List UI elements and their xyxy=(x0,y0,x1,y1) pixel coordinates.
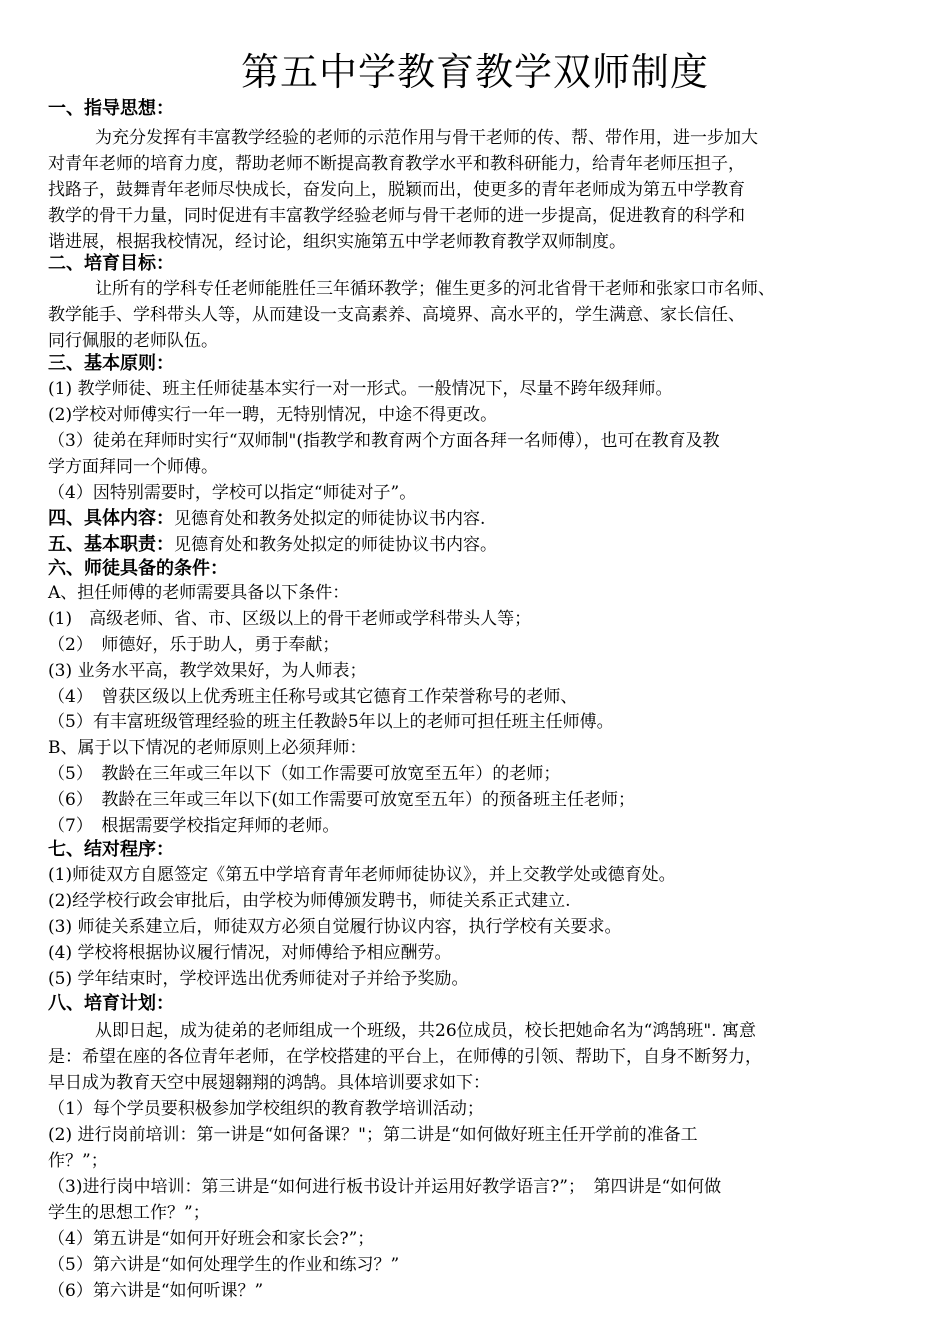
paragraph-line: 对青年老师的培育力度，帮助老师不断提高教育教学水平和教科研能力，给青年老师压担子， xyxy=(48,154,745,174)
section-heading-training-plan: 八、培育计划： xyxy=(48,993,174,1014)
list-item: （3）徒弟在拜师时实行“双师制"(指教学和教育两个方面各拜一名师傅），也可在教育及教 xyxy=(48,431,720,451)
list-item: 学生的思想工作？”； xyxy=(48,1203,210,1223)
section-basic-duties xyxy=(48,534,497,556)
page-title: 第五中学教育教学双师制度 xyxy=(240,50,709,94)
list-item: （4）第五讲是“如何开好班会和家长会?”； xyxy=(48,1229,375,1249)
paragraph-line: 早日成为教育天空中展翅翱翔的鸿鹄。具体培训要求如下： xyxy=(48,1073,490,1093)
paragraph-line: 谐进展，根据我校情况，经讨论，组织实施第五中学老师教育教学双师制度。 xyxy=(48,232,626,252)
subsection-heading: A、担任师傅的老师需要具备以下条件： xyxy=(48,583,350,603)
list-item: (3) 业务水平高，教学效果好，为人师表； xyxy=(48,661,367,681)
list-item: (1) 高级老师、省、市、区级以上的骨干老师或学科带头人等； xyxy=(48,609,532,629)
list-item: （6） 教龄在三年或三年以下(如工作需要可放宽至五年）的预备班主任老师； xyxy=(48,790,635,810)
list-item: （6）第六讲是“如何听课？” xyxy=(48,1281,264,1301)
paragraph-line: 教学能手、学科带头人等，从而建设一支高素养、高境界、高水平的，学生满意、家长信任、 xyxy=(48,305,745,325)
section-heading-conditions: 六、师徒具备的条件： xyxy=(48,558,228,579)
section-heading-pairing-procedure: 七、结对程序： xyxy=(48,839,174,860)
list-item: （1）每个学员要积极参加学校组织的教育教学培训活动； xyxy=(48,1099,484,1119)
section-heading-basic-principles: 三、基本原则： xyxy=(48,353,174,374)
list-item: (1) 教学师徒、班主任师徒基本实行一对一形式。一般情况下，尽量不跨年级拜师。 xyxy=(48,379,673,399)
paragraph-line: 教学的骨干力量，同时促进有丰富教学经验老师与骨干老师的进一步提高，促进教育的科学和 xyxy=(48,206,745,226)
list-item: (4) 学校将根据协议履行情况，对师傅给予相应酬劳。 xyxy=(48,943,452,963)
paragraph-line: 同行佩服的老师队伍。 xyxy=(48,331,218,351)
section-text: 见德育处和教务处拟定的师徒协议书内容. xyxy=(174,509,486,529)
list-item: （5） 教龄在三年或三年以下（如工作需要可放宽至五年）的老师； xyxy=(48,764,561,784)
list-item: （5）第六讲是“如何处理学生的作业和练习？” xyxy=(48,1255,400,1275)
subsection-heading: B、属于以下情况的老师原则上必须拜师： xyxy=(48,738,367,758)
section-specific-content xyxy=(48,508,485,530)
list-item: （4）因特别需要时，学校可以指定“师徒对子”。 xyxy=(48,483,417,503)
list-item: 作？”； xyxy=(48,1151,108,1171)
paragraph-line: 让所有的学科专任老师能胜任三年循环教学；催生更多的河北省骨干老师和张家口市名师、 xyxy=(95,279,775,299)
list-item: （4） 曾获区级以上优秀班主任称号或其它德育工作荣誉称号的老师、 xyxy=(48,687,578,707)
list-item: (1)师徒双方自愿签定《第五中学培育青年老师师徒协议》，并上交教学处或德育处。 xyxy=(48,865,676,885)
list-item: 学方面拜同一个师傅。 xyxy=(48,457,218,477)
section-heading-basic-duties: 五、基本职责： xyxy=(48,534,174,555)
paragraph-line: 找路子，鼓舞青年老师尽快成长，奋发向上，脱颖而出，使更多的青年老师成为第五中学教育 xyxy=(48,180,745,200)
list-item: （3)进行岗中培训：第三讲是“如何进行板书设计并运用好教学语言?”； 第四讲是“如何做 xyxy=(48,1177,722,1197)
section-heading-training-goals: 二、培育目标： xyxy=(48,253,174,274)
paragraph-line: 是：希望在座的各位青年老师，在学校搭建的平台上，在师傅的引领、帮助下，自身不断努力， xyxy=(48,1047,762,1067)
list-item: （7） 根据需要学校指定拜师的老师。 xyxy=(48,816,340,836)
paragraph-line: 从即日起，成为徒弟的老师组成一个班级，共26位成员，校长把她命名为“鸿鹄班". 寓意 xyxy=(95,1021,756,1041)
list-item: (3) 师徒关系建立后，师徒双方必须自觉履行协议内容，执行学校有关要求。 xyxy=(48,917,622,937)
list-item: (2)学校对师傅实行一年一聘，无特别情况，中途不得更改。 xyxy=(48,405,498,425)
list-item: (2)经学校行政会审批后，由学校为师傅颁发聘书，师徒关系正式建立. xyxy=(48,891,571,911)
section-text: 见德育处和教务处拟定的师徒协议书内容。 xyxy=(174,535,497,555)
list-item: （5）有丰富班级管理经验的班主任教龄5年以上的老师可担任班主任师傅。 xyxy=(48,712,614,732)
list-item: (2) 进行岗前培训：第一讲是“如何备课？"；第二讲是“如何做好班主任开学前的准备工 xyxy=(48,1125,698,1145)
section-heading-guiding-ideology: 一、指导思想： xyxy=(48,98,174,119)
list-item: （2） 师德好，乐于助人，勇于奉献； xyxy=(48,635,340,655)
section-heading-specific-content: 四、具体内容： xyxy=(48,508,174,529)
list-item: (5) 学年结束时，学校评选出优秀师徒对子并给予奖励。 xyxy=(48,969,469,989)
paragraph-line: 为充分发挥有丰富教学经验的老师的示范作用与骨干老师的传、帮、带作用，进一步加大 xyxy=(95,128,758,148)
